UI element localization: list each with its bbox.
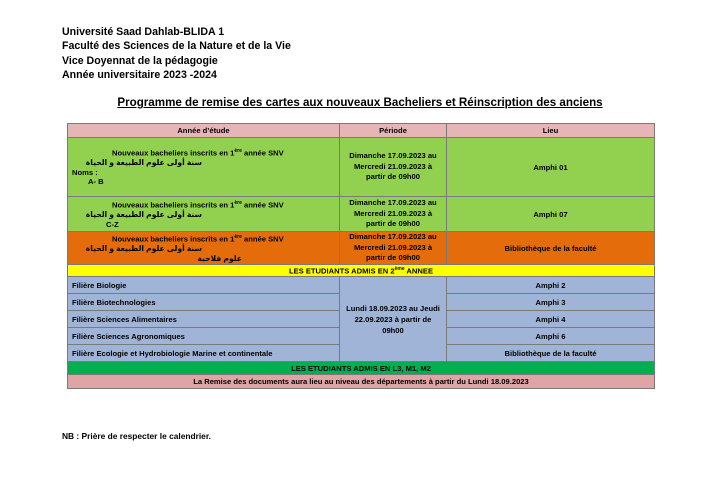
filiere-cell: Filière Sciences Agronomiques bbox=[68, 328, 340, 345]
faculty-name: Faculté des Sciences de la Nature et de la Vie bbox=[62, 40, 291, 53]
l3-m1-m2-banner: LES ETUDIANTS ADMIS EN L3, M1, M2 bbox=[68, 362, 655, 375]
filiere-cell: Filière Sciences Alimentaires bbox=[68, 311, 340, 328]
period-cell-filieres: Lundi 18.09.2023 au Jeudi 22.09.2023 à partir de 09h00 bbox=[340, 277, 447, 362]
table-row-group-cz bbox=[68, 197, 655, 232]
arabic-first-year-label: سنة أولى علوم الطبيعة و الحياة bbox=[85, 210, 202, 220]
period-cell-agri: Dimanche 17.09.2023 au Mercredi 21.09.2023 à partir de 09h00 bbox=[340, 232, 447, 265]
new-bachelors-label: Nouveaux bacheliers inscrits en 1ère année SNV bbox=[112, 148, 284, 158]
location-cell: Amphi 4 bbox=[447, 311, 655, 328]
vice-dean-office: Vice Doyennat de la pédagogie bbox=[62, 54, 218, 67]
column-header-year: Année d’étude bbox=[68, 124, 340, 138]
names-label: Noms : bbox=[72, 167, 98, 177]
academic-year: Année universitaire 2023 -2024 bbox=[62, 69, 217, 82]
table-row-group-ab bbox=[68, 138, 655, 197]
location-cell: Amphi 2 bbox=[447, 277, 655, 294]
column-header-period: Période bbox=[340, 124, 447, 138]
second-year-banner: LES ETUDIANTS ADMIS EN 2ème ANNEE bbox=[68, 265, 655, 277]
schedule-table bbox=[67, 123, 655, 389]
period-cell-group-cz: Dimanche 17.09.2023 au Mercredi 21.09.2023 à partir de 09h00 bbox=[340, 197, 447, 232]
arabic-agri-label: علوم فلاحية bbox=[197, 253, 242, 263]
remise-documents-note: La Remise des documents aura lieu au niveau des départements à partir du Lundi 18.09.2023 bbox=[68, 375, 655, 389]
arabic-first-year-label: سنة أولى علوم الطبيعة و الحياة bbox=[85, 158, 202, 168]
filiere-cell: Filière Biotechnologies bbox=[68, 294, 340, 311]
l3-m1-m2-row bbox=[68, 362, 655, 375]
period-cell-group-ab: Dimanche 17.09.2023 au Mercredi 21.09.2023 à partir de 09h00 bbox=[340, 138, 447, 197]
location-cell: Amphi 6 bbox=[447, 328, 655, 345]
remise-documents-row bbox=[68, 375, 655, 389]
nb-note: NB : Prière de respecter le calendrier. bbox=[62, 431, 211, 441]
year-cell-group-cz bbox=[68, 197, 340, 232]
location-cell-group-ab: Amphi 01 bbox=[447, 138, 655, 197]
year-cell-group-ab bbox=[68, 138, 340, 197]
column-header-location: Lieu bbox=[447, 124, 655, 138]
names-range-ab: A- B bbox=[88, 177, 104, 187]
table-header-row bbox=[68, 124, 655, 138]
table-row-biologie bbox=[68, 277, 655, 294]
filiere-cell: Filière Ecologie et Hydrobiologie Marine et continentale bbox=[68, 345, 340, 362]
filiere-cell: Filière Biologie bbox=[68, 277, 340, 294]
document-header bbox=[62, 25, 291, 83]
location-cell-agri: Bibliothèque de la faculté bbox=[447, 232, 655, 265]
location-cell: Bibliothèque de la faculté bbox=[447, 345, 655, 362]
arabic-first-year-label: سنة أولى علوم الطبيعة و الحياة bbox=[85, 244, 202, 254]
location-cell-group-cz: Amphi 07 bbox=[447, 197, 655, 232]
second-year-banner-row bbox=[68, 265, 655, 277]
new-bachelors-label: Nouveaux bacheliers inscrits en 1ère année SNV bbox=[112, 233, 284, 244]
year-cell-agri bbox=[68, 232, 340, 265]
page-title: Programme de remise des cartes aux nouveaux Bacheliers et Réinscription des anciens bbox=[117, 96, 603, 109]
location-cell: Amphi 3 bbox=[447, 294, 655, 311]
university-name: Université Saad Dahlab-BLIDA 1 bbox=[62, 26, 225, 38]
names-range-cz: C-Z bbox=[106, 219, 119, 229]
new-bachelors-label: Nouveaux bacheliers inscrits en 1ère année SNV bbox=[112, 199, 284, 210]
table-row-agri bbox=[68, 232, 655, 265]
